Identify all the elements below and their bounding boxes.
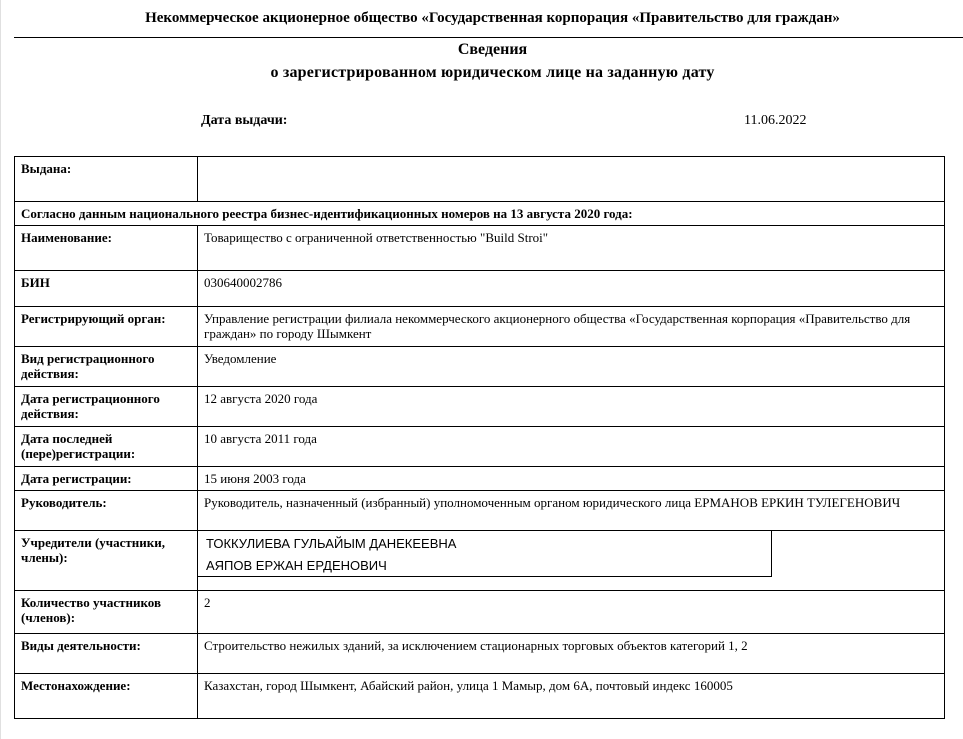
page-edge [0,0,1,739]
label-registration-action-type: Вид регистрационного действия: [15,347,198,386]
label-director: Руководитель: [15,491,198,530]
issue-date-label: Дата выдачи: [201,113,288,128]
label-registering-body: Регистрирующий орган: [15,307,198,346]
label-founders: Учредители (участники, члены): [15,531,198,590]
row-registering-body [14,306,945,346]
value-registration-action-type: Уведомление [204,351,277,366]
document-title: Сведения [457,41,528,58]
row-last-reregistration [14,426,945,466]
value-location: Казахстан, город Шымкент, Абайский район, улица 1 Мамыр, дом 6А, почтовый индекс 160005 [204,678,733,693]
value-registration-date: 15 июня 2003 года [204,471,306,486]
label-registration-date: Дата регистрации: [15,467,198,490]
label-registration-action-date: Дата регистрационного действия: [15,387,198,426]
value-registration-action-date: 12 августа 2020 года [204,391,318,406]
value-registering-body: Управление регистрации филиала некоммерческого акционерного общества «Государственная корпорация «Правительство для граждан» по городу Шымкент [204,311,911,341]
issue-date-value: 11.06.2022 [744,113,807,128]
label-bin: БИН [15,271,198,306]
row-founders [14,530,945,590]
row-activities [14,633,945,673]
row-members-count [14,590,945,633]
founder-item: ТОККУЛИЕВА ГУЛЬАЙЫМ ДАНЕКЕЕВНА [206,536,457,551]
row-location [14,673,945,719]
row-registration-action-date [14,386,945,426]
label-members-count: Количество участников (членов): [15,591,198,633]
row-registration-date [14,466,945,490]
row-registry-note [14,201,945,225]
registry-note: Согласно данным национального реестра бизнес-идентификационных номеров на 13 августа 2020 года: [21,206,633,221]
header-divider [14,37,963,38]
row-name [14,225,945,270]
label-location: Местонахождение: [15,674,198,718]
value-issued-to [198,157,944,165]
value-last-reregistration: 10 августа 2011 года [204,431,317,446]
organization-name: Некоммерческое акционерное общество «Государственная корпорация «Правительство для граждан» [145,10,840,26]
value-name: Товарищество с ограниченной ответственностью "Build Stroi" [204,230,549,245]
document-subtitle: о зарегистрированном юридическом лице на заданную дату [270,64,715,81]
value-activities: Строительство нежилых зданий, за исключением стационарных торговых объектов категорий 1, 2 [204,638,748,653]
label-activities: Виды деятельности: [15,634,198,673]
label-issued-to: Выдана: [15,157,198,201]
value-director: Руководитель, назначенный (избранный) уполномоченным органом юридического лица ЕРМАНОВ ЕРКИН ТУЛЕГЕНОВИЧ [204,495,901,510]
founder-item: АЯПОВ ЕРЖАН ЕРДЕНОВИЧ [206,558,387,573]
founders-list [198,531,772,577]
value-members-count: 2 [204,595,211,610]
row-registration-action-type [14,346,945,386]
label-name: Наименование: [15,226,198,270]
row-bin [14,270,945,306]
row-issued-to [14,156,945,201]
value-bin: 030640002786 [204,275,282,290]
label-last-reregistration: Дата последней (пере)регистрации: [15,427,198,466]
row-director [14,490,945,530]
